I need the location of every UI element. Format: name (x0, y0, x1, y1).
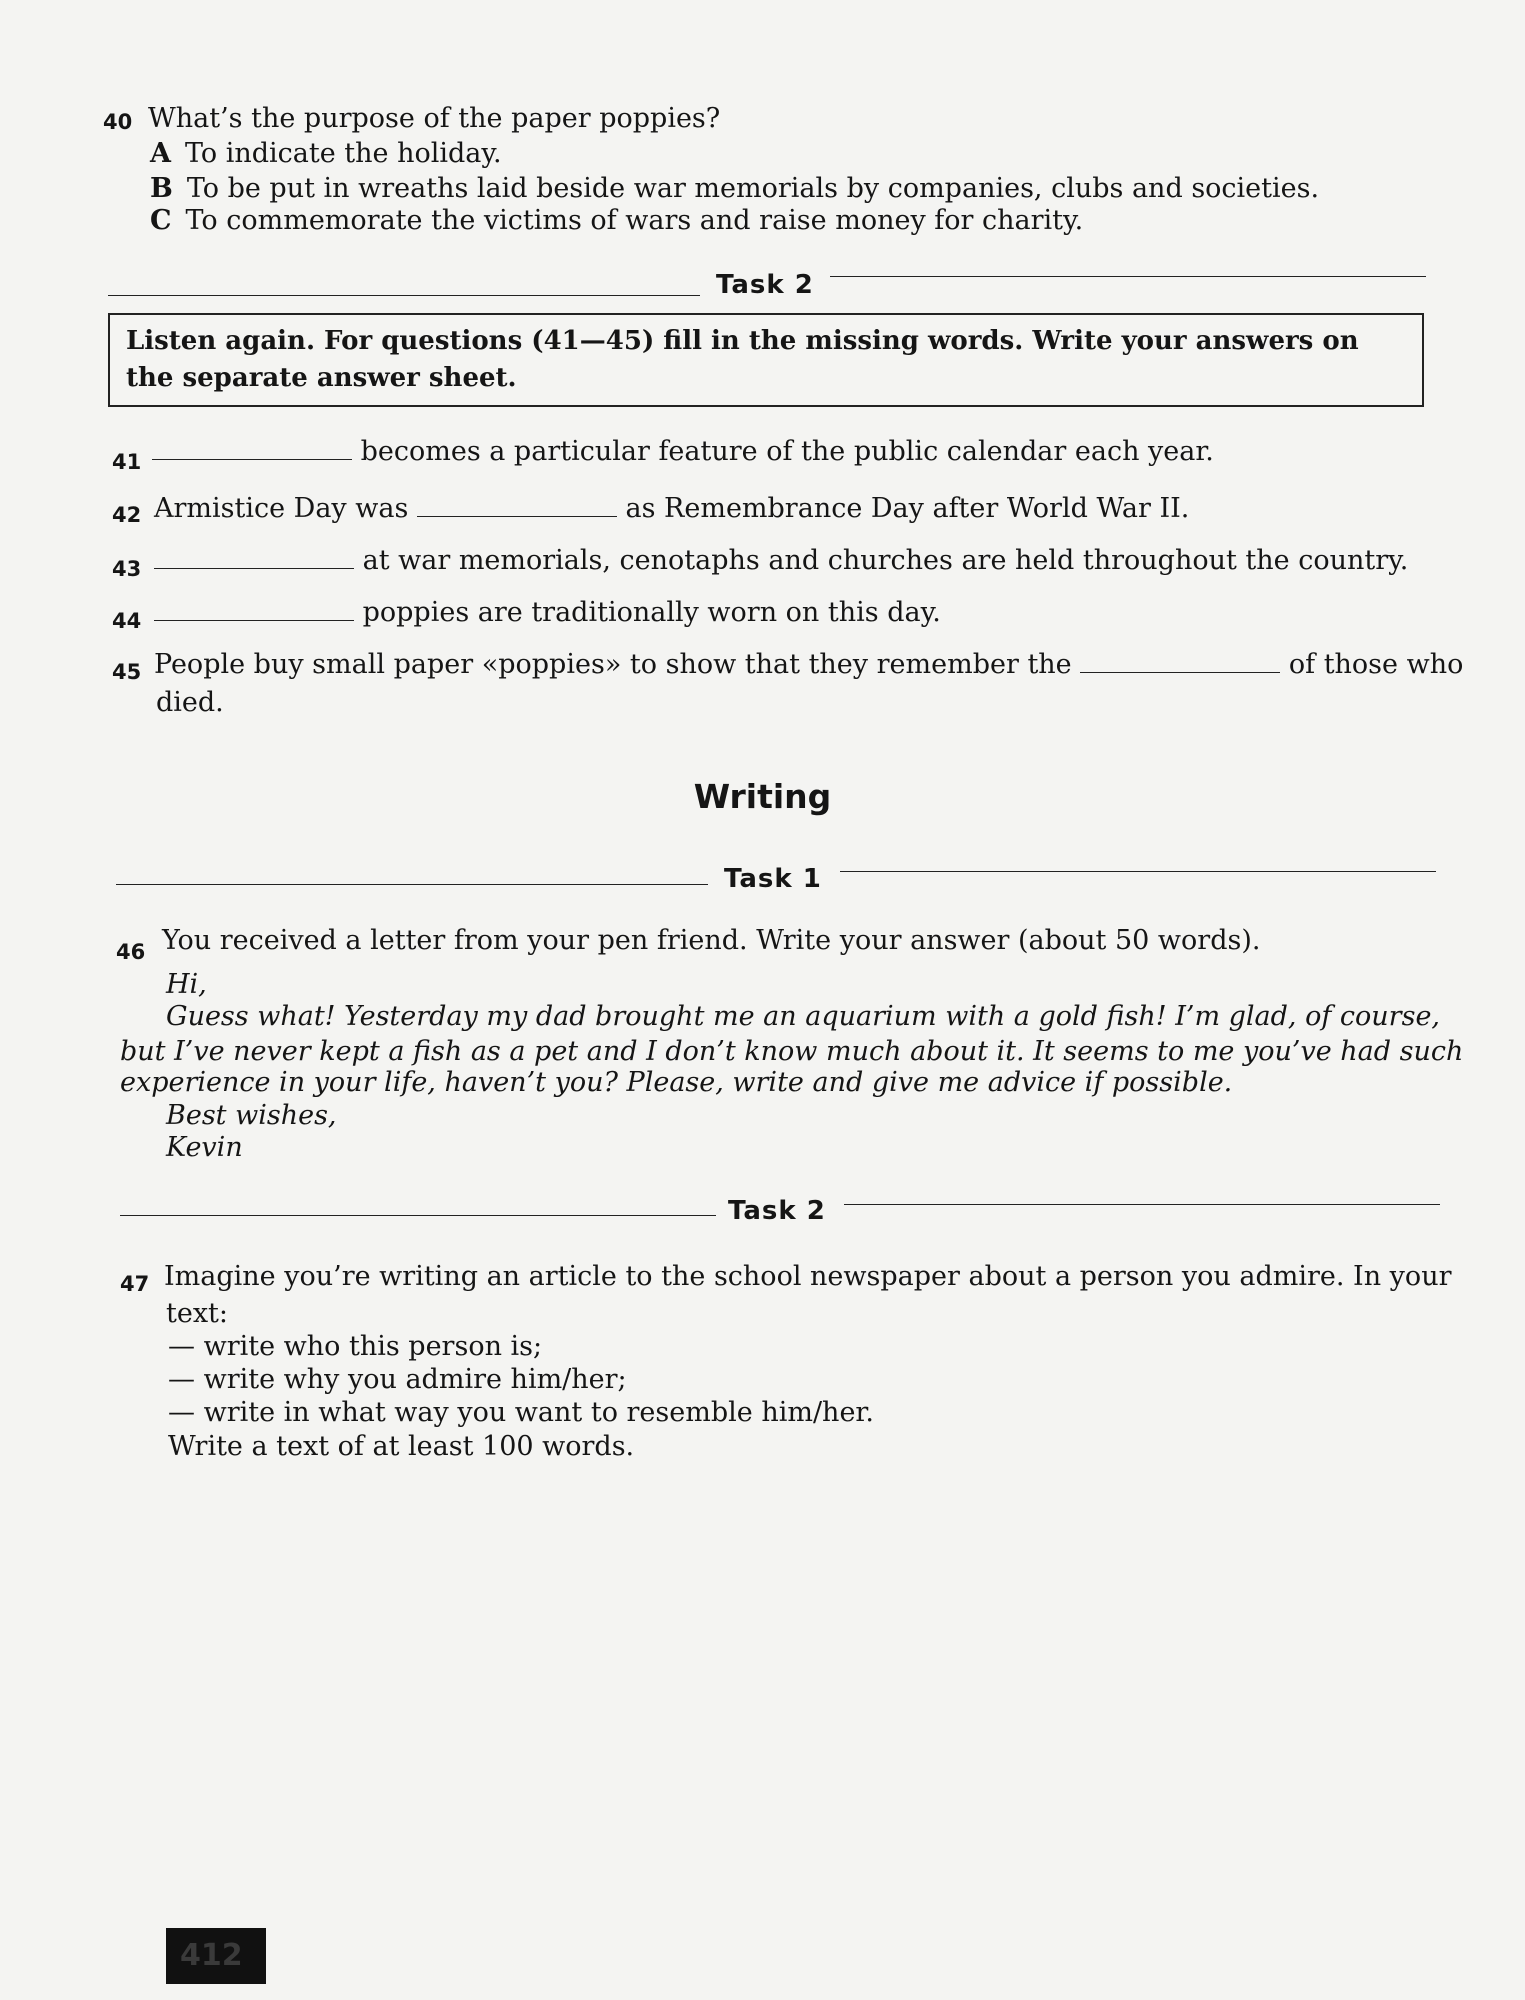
question-41-text (152, 435, 1214, 469)
question-42-before: Armistice Day was (154, 493, 409, 524)
page-number-badge (166, 1928, 266, 1984)
question-42-after: as Remembrance Day after World War II. (625, 493, 1190, 524)
question-42-number: 42 (112, 503, 142, 527)
task-divider-left (116, 884, 708, 885)
question-41-number: 41 (112, 450, 142, 474)
option-text: To be put in wreaths laid beside war memorials by companies, clubs and societies. (186, 173, 1320, 204)
question-40-number: 40 (103, 110, 133, 134)
task-divider-right (840, 871, 1436, 872)
answer-blank-45 (1080, 648, 1280, 673)
option-text: To indicate the holiday. (184, 138, 502, 169)
question-47-line-1: Imagine you’re writing an article to the school newspaper about a person you admire. In your (164, 1261, 1452, 1292)
option-letter: B (150, 173, 173, 204)
answer-blank-41 (152, 435, 352, 460)
question-47-bullet-2: — write why you admire him/her; (168, 1364, 627, 1395)
instruction-box (108, 313, 1424, 407)
question-43-text (154, 544, 1408, 578)
question-40-option-b (150, 172, 1319, 206)
instruction-text: Listen again. For questions (41—45) fill in the missing words. Write your answers on the separate answer sheet. (126, 326, 1359, 393)
question-47-line-2: text: (166, 1298, 229, 1329)
question-47-closing: Write a text of at least 100 words. (168, 1431, 635, 1462)
question-41-after: becomes a particular feature of the public calendar each year. (360, 436, 1214, 467)
letter-greeting: Hi, (166, 969, 207, 1000)
question-46-prompt: You received a letter from your pen friend. Write your answer (about 50 words). (162, 925, 1261, 956)
writing-section-title: Writing (693, 777, 832, 816)
question-46-number: 46 (116, 940, 146, 964)
question-43-after: at war memorials, cenotaphs and churches are held throughout the country. (362, 545, 1409, 576)
question-45-text (154, 648, 1463, 682)
letter-signature: Kevin (166, 1132, 243, 1163)
question-42-text (154, 492, 1189, 526)
question-44-text (154, 596, 941, 630)
writing-task1-heading: Task 1 (724, 864, 822, 894)
task-divider-right (844, 1204, 1440, 1205)
answer-blank-43 (154, 544, 354, 569)
question-45-line2: died. (156, 687, 224, 718)
question-47-number: 47 (120, 1272, 150, 1296)
letter-line-3: experience in your life, haven’t you? Please, write and give me advice if possible. (120, 1067, 1233, 1098)
question-47-bullet-3: — write in what way you want to resemble him/her. (168, 1397, 874, 1428)
answer-blank-44 (154, 596, 354, 621)
page-number: 412 (180, 1938, 243, 1973)
letter-line-1: Guess what! Yesterday my dad brought me an aquarium with a gold fish! I’m glad, of course, (166, 1001, 1441, 1032)
question-47-bullet-1: — write who this person is; (168, 1331, 543, 1362)
question-44-number: 44 (112, 609, 142, 633)
letter-line-2: but I’ve never kept a fish as a pet and I don’t know much about it. It seems to me you’ve had such (120, 1036, 1464, 1067)
question-40-text: What’s the purpose of the paper poppies? (148, 103, 721, 134)
option-letter: C (150, 205, 172, 236)
task-divider-right (830, 276, 1426, 277)
question-44-after: poppies are traditionally worn on this day. (362, 597, 941, 628)
writing-task2-heading: Task 2 (728, 1196, 826, 1226)
task-divider-left (108, 295, 700, 296)
letter-closing: Best wishes, (166, 1100, 337, 1131)
listening-task2-heading: Task 2 (716, 270, 814, 300)
question-45-after: of those who (1288, 649, 1464, 680)
option-text: To commemorate the victims of wars and raise money for charity. (185, 205, 1084, 236)
option-letter: A (150, 138, 171, 169)
question-45-before: People buy small paper «poppies» to show that they remember the (154, 649, 1072, 680)
answer-blank-42 (417, 492, 617, 517)
task-divider-left (120, 1215, 716, 1216)
question-40-option-c (150, 204, 1083, 238)
question-45-number: 45 (112, 660, 142, 684)
question-40-option-a (150, 137, 502, 171)
question-43-number: 43 (112, 557, 142, 581)
